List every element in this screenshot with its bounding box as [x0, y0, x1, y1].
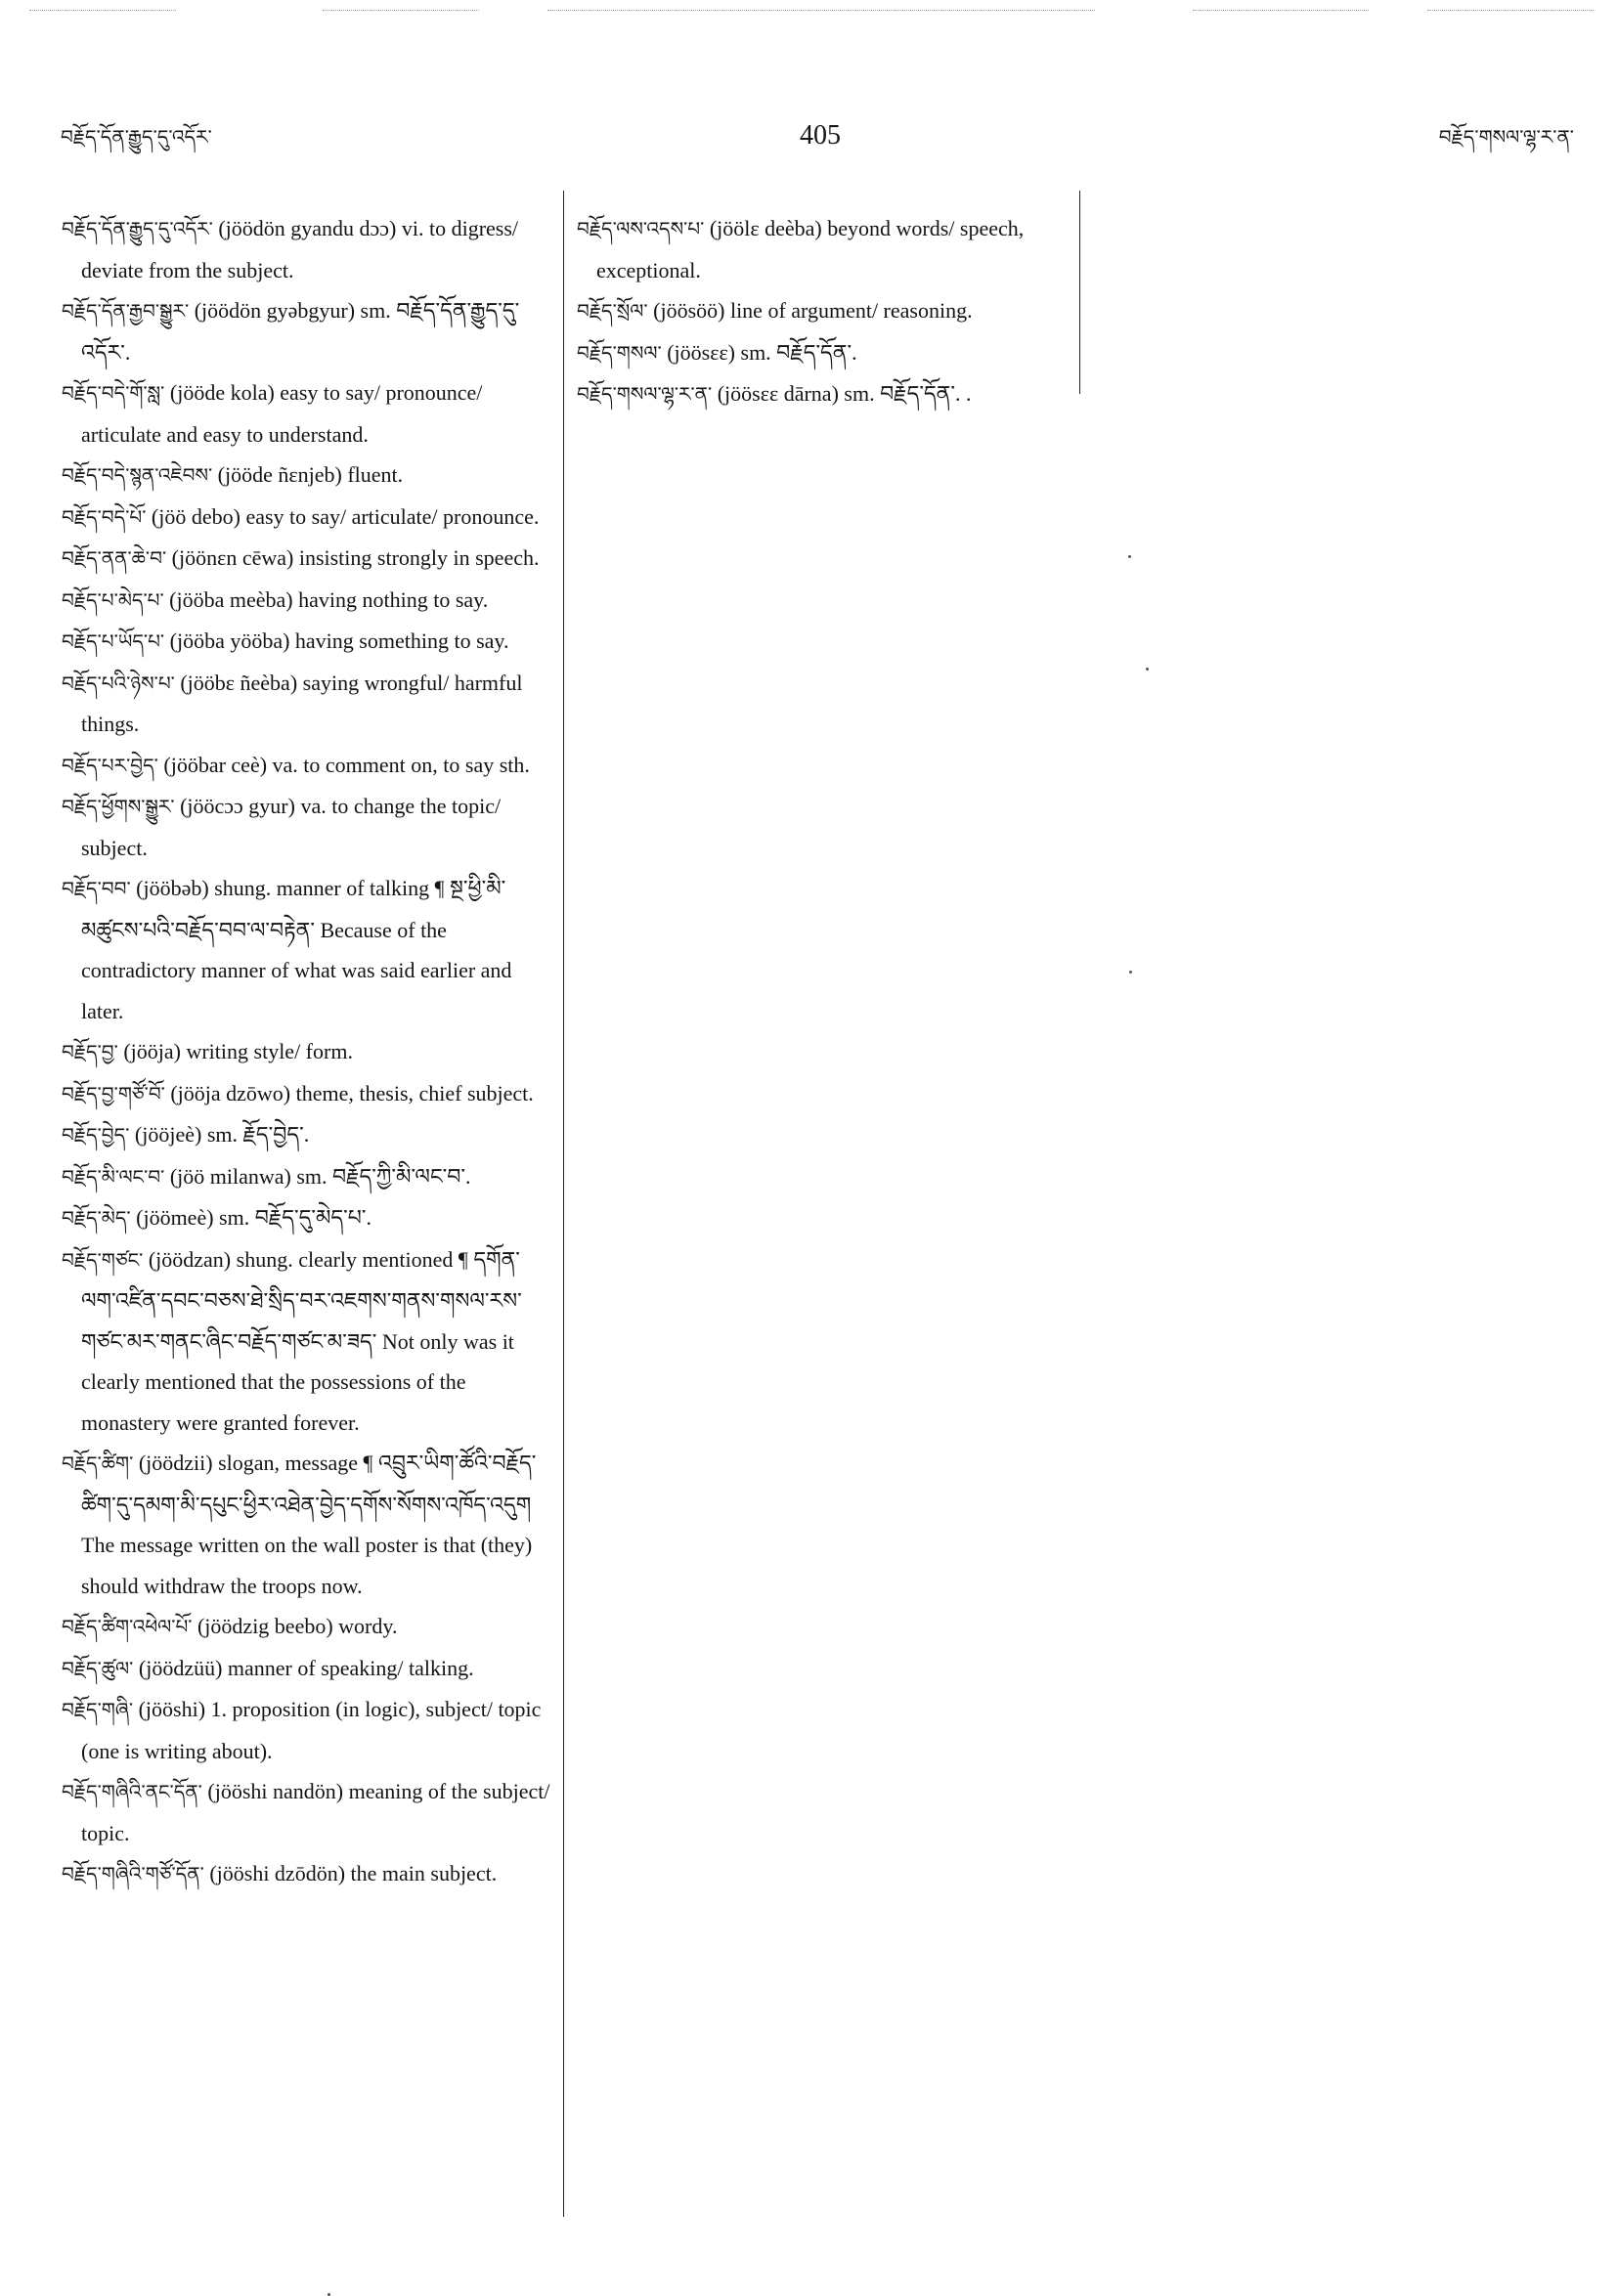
entry-headword: བརྗོད་པའི་ཉེས་པ་	[62, 671, 175, 695]
entry-definition: (jööba yööba) having something to say.	[169, 628, 509, 653]
left-column	[62, 208, 550, 1895]
entry-definition: (jöödzig beebo) wordy.	[197, 1614, 398, 1638]
entry-definition: (jöösɛɛ dārna) sm. བརྗོད་དོན་. .	[717, 381, 972, 406]
scan-line	[1193, 10, 1369, 11]
scan-line	[1427, 10, 1594, 11]
page-number: 405	[800, 120, 841, 151]
entry-headword: བརྗོད་བདེ་གོ་སླ་	[62, 381, 165, 405]
entry-definition: (jöönɛn cēwa) insisting strongly in speech.	[171, 545, 540, 570]
entry-definition: (jööshi) 1. proposition (in logic), subject/ topic (one is writing about).	[81, 1697, 542, 1763]
dictionary-entry	[62, 1771, 550, 1853]
entry-headword: བརྗོད་གཙང་	[62, 1247, 144, 1272]
scan-speck	[1128, 555, 1131, 558]
dictionary-entry	[62, 1239, 550, 1444]
entry-headword: བརྗོད་གཞི་	[62, 1698, 134, 1721]
entry-definition: (jööde kola) easy to say/ pronounce/ articulate and easy to understand.	[81, 380, 483, 447]
entry-headword: བརྗོད་གསལ་ལྷ་ར་ན་	[577, 382, 713, 406]
entry-definition: (jöödön gyandu dɔɔ) vi. to digress/ deviate from the subject.	[81, 216, 519, 282]
dictionary-entry	[62, 663, 550, 745]
entry-headword: བརྗོད་མི་ལང་བ་	[62, 1164, 165, 1189]
entry-headword: བརྗོད་གསལ་	[577, 340, 662, 365]
dictionary-entry	[62, 621, 550, 663]
dictionary-entry	[62, 1031, 550, 1073]
scan-line	[29, 10, 176, 11]
entry-definition: (jöö debo) easy to say/ articulate/ pronounce.	[151, 503, 540, 529]
entry-definition: (jööshi dzōdön) the main subject.	[209, 1861, 498, 1885]
dictionary-entry	[62, 538, 550, 580]
dictionary-entry	[62, 1197, 550, 1239]
entry-headword: བརྗོད་ལས་འདས་པ་	[577, 217, 705, 240]
entry-headword: བརྗོད་བདེ་སྙན་འཇེབས་	[62, 463, 213, 487]
dictionary-entry	[62, 786, 550, 868]
entry-headword: བརྗོད་བྱེད་	[62, 1123, 130, 1147]
entry-headword: བརྗོད་སྲོལ་	[577, 299, 648, 323]
dictionary-entry	[62, 208, 550, 290]
entry-headword: བརྗོད་པར་བྱེད་	[62, 753, 158, 777]
dictionary-entry	[62, 1114, 550, 1156]
entry-headword: བརྗོད་བྱ་གཙོ་བོ་	[62, 1081, 165, 1105]
dictionary-entry	[62, 455, 550, 497]
scan-speck	[1146, 668, 1149, 671]
entry-headword: བརྗོད་དོན་རྒྱུད་དུ་འདོར་	[62, 217, 213, 240]
entry-headword: བརྗོད་ཚིག་འཕེལ་པོ་	[62, 1615, 193, 1638]
dictionary-entry	[62, 745, 550, 787]
dictionary-entry	[577, 373, 1085, 415]
entry-definition: (jööshi nandön) meaning of the subject/ topic.	[81, 1779, 550, 1845]
entry-definition: (jööjeè) sm. རྗོད་བྱེད་.	[134, 1122, 310, 1147]
scan-line	[547, 10, 1095, 11]
dictionary-entry	[577, 332, 1085, 374]
entry-definition: (jööcɔɔ gyur) va. to change the topic/ subject.	[81, 794, 502, 860]
running-head-right: བརྗོད་གསལ་ལྷ་ར་ན་	[1438, 125, 1574, 149]
entry-headword: བརྗོད་བྱ་	[62, 1040, 118, 1063]
scan-line	[323, 10, 479, 11]
entry-headword: བརྗོད་མེད་	[62, 1206, 131, 1230]
dictionary-entry	[62, 868, 550, 1031]
dictionary-entry	[62, 580, 550, 622]
dictionary-entry	[62, 1443, 550, 1606]
entry-headword: བརྗོད་ནན་ཆེ་བ་	[62, 546, 167, 570]
dictionary-entry	[62, 1648, 550, 1690]
dictionary-entry	[62, 1689, 550, 1771]
dictionary-entry	[62, 1073, 550, 1115]
entry-headword: བརྗོད་དོན་རྒྱབ་སྒྱུར་	[62, 299, 190, 323]
entry-definition: (jööba meèba) having nothing to say.	[169, 586, 489, 612]
entry-definition: (jöömeè) sm. བརྗོད་དུ་མེད་པ་.	[136, 1205, 371, 1230]
entry-headword: བརྗོད་ཚུལ་	[62, 1656, 134, 1680]
entry-definition: (jöösöö) line of argument/ reasoning.	[653, 298, 973, 323]
entry-headword: བརྗོད་གཞིའི་གཙོ་དོན་	[62, 1862, 204, 1885]
entry-definition: (jöödzüü) manner of speaking/ talking.	[138, 1655, 474, 1680]
dictionary-entry	[577, 208, 1085, 290]
entry-definition: (jööde ñɛnjeb) fluent.	[217, 462, 404, 487]
entry-definition: (jöödzii) slogan, message ¶ འབྲུར་ཡིག་ཚོའི་བརྗོད་ཚིག་དུ་དམག་མི་དཔུང་ཕྱིར་འཐེན་བྱེད་དགོས་སོགས་འཁོད་འདུག The message written on the wall poster is that (they) should withdraw the troops now.	[81, 1451, 537, 1598]
entry-headword: བརྗོད་གཞིའི་ནང་དོན་	[62, 1780, 202, 1803]
entry-headword: བརྗོད་པ་མེད་པ་	[62, 587, 164, 612]
dictionary-entry	[62, 1606, 550, 1648]
entry-definition: (jöölɛ deèba) beyond words/ speech, exceptional.	[596, 216, 1025, 282]
entry-definition: (jööja dzōwo) theme, thesis, chief subject.	[170, 1080, 534, 1105]
dictionary-entry	[62, 1853, 550, 1895]
entry-definition: (jöö milanwa) sm. བརྗོད་ཀྱི་མི་ལང་བ་.	[169, 1163, 471, 1189]
entry-definition: (jöödzan) shung. clearly mentioned ¶ དགོན་ལག་འཛིན་དབང་བཅས་ཐེ་སྲིད་བར་འཇགས་གནས་གསལ་རས་གཙང་མར་གནང་ཞིང་བརྗོད་གཙང་མ་ཟད་ Not only was it clearly mentioned that the possessions of the monastery were granted forever.	[81, 1246, 522, 1435]
dictionary-entry	[577, 290, 1085, 332]
entry-definition: (jööbəb) shung. manner of talking ¶ སྔ་ཕྱི་མི་མཚུངས་པའི་བརྗོད་བབ་ལ་བརྟེན་ Because of the contradictory manner of what was said earlier and later.	[81, 876, 512, 1023]
entry-definition: (jöösɛɛ) sm. བརྗོད་དོན་.	[667, 339, 857, 365]
dictionary-entry	[62, 497, 550, 539]
entry-headword: བརྗོད་བདེ་པོ་	[62, 504, 147, 529]
right-column	[577, 208, 1085, 415]
dictionary-entry	[62, 1156, 550, 1198]
entry-headword: བརྗོད་བབ་	[62, 877, 131, 900]
column-divider	[563, 191, 564, 2217]
entry-definition: (jööja) writing style/ form.	[123, 1039, 353, 1063]
entry-headword: བརྗོད་པ་ཡོད་པ་	[62, 629, 165, 653]
entry-headword: བརྗོད་ཚིག་	[62, 1451, 134, 1475]
entry-definition: (jööbar ceè) va. to comment on, to say sth.	[163, 752, 530, 777]
dictionary-entry	[62, 290, 550, 372]
entry-headword: བརྗོད་ཕྱོགས་སྒྱུར་	[62, 795, 175, 818]
entry-definition: (jööbɛ ñeèba) saying wrongful/ harmful things.	[81, 670, 523, 736]
dictionary-entry	[62, 372, 550, 455]
scan-speck	[1129, 971, 1132, 974]
running-head-left: བརྗོད་དོན་རྒྱུད་དུ་འདོར་	[61, 125, 212, 149]
entry-definition: (jöödön gyəbgyur) sm. བརྗོད་དོན་རྒྱུད་དུ་འདོར་.	[81, 298, 520, 365]
